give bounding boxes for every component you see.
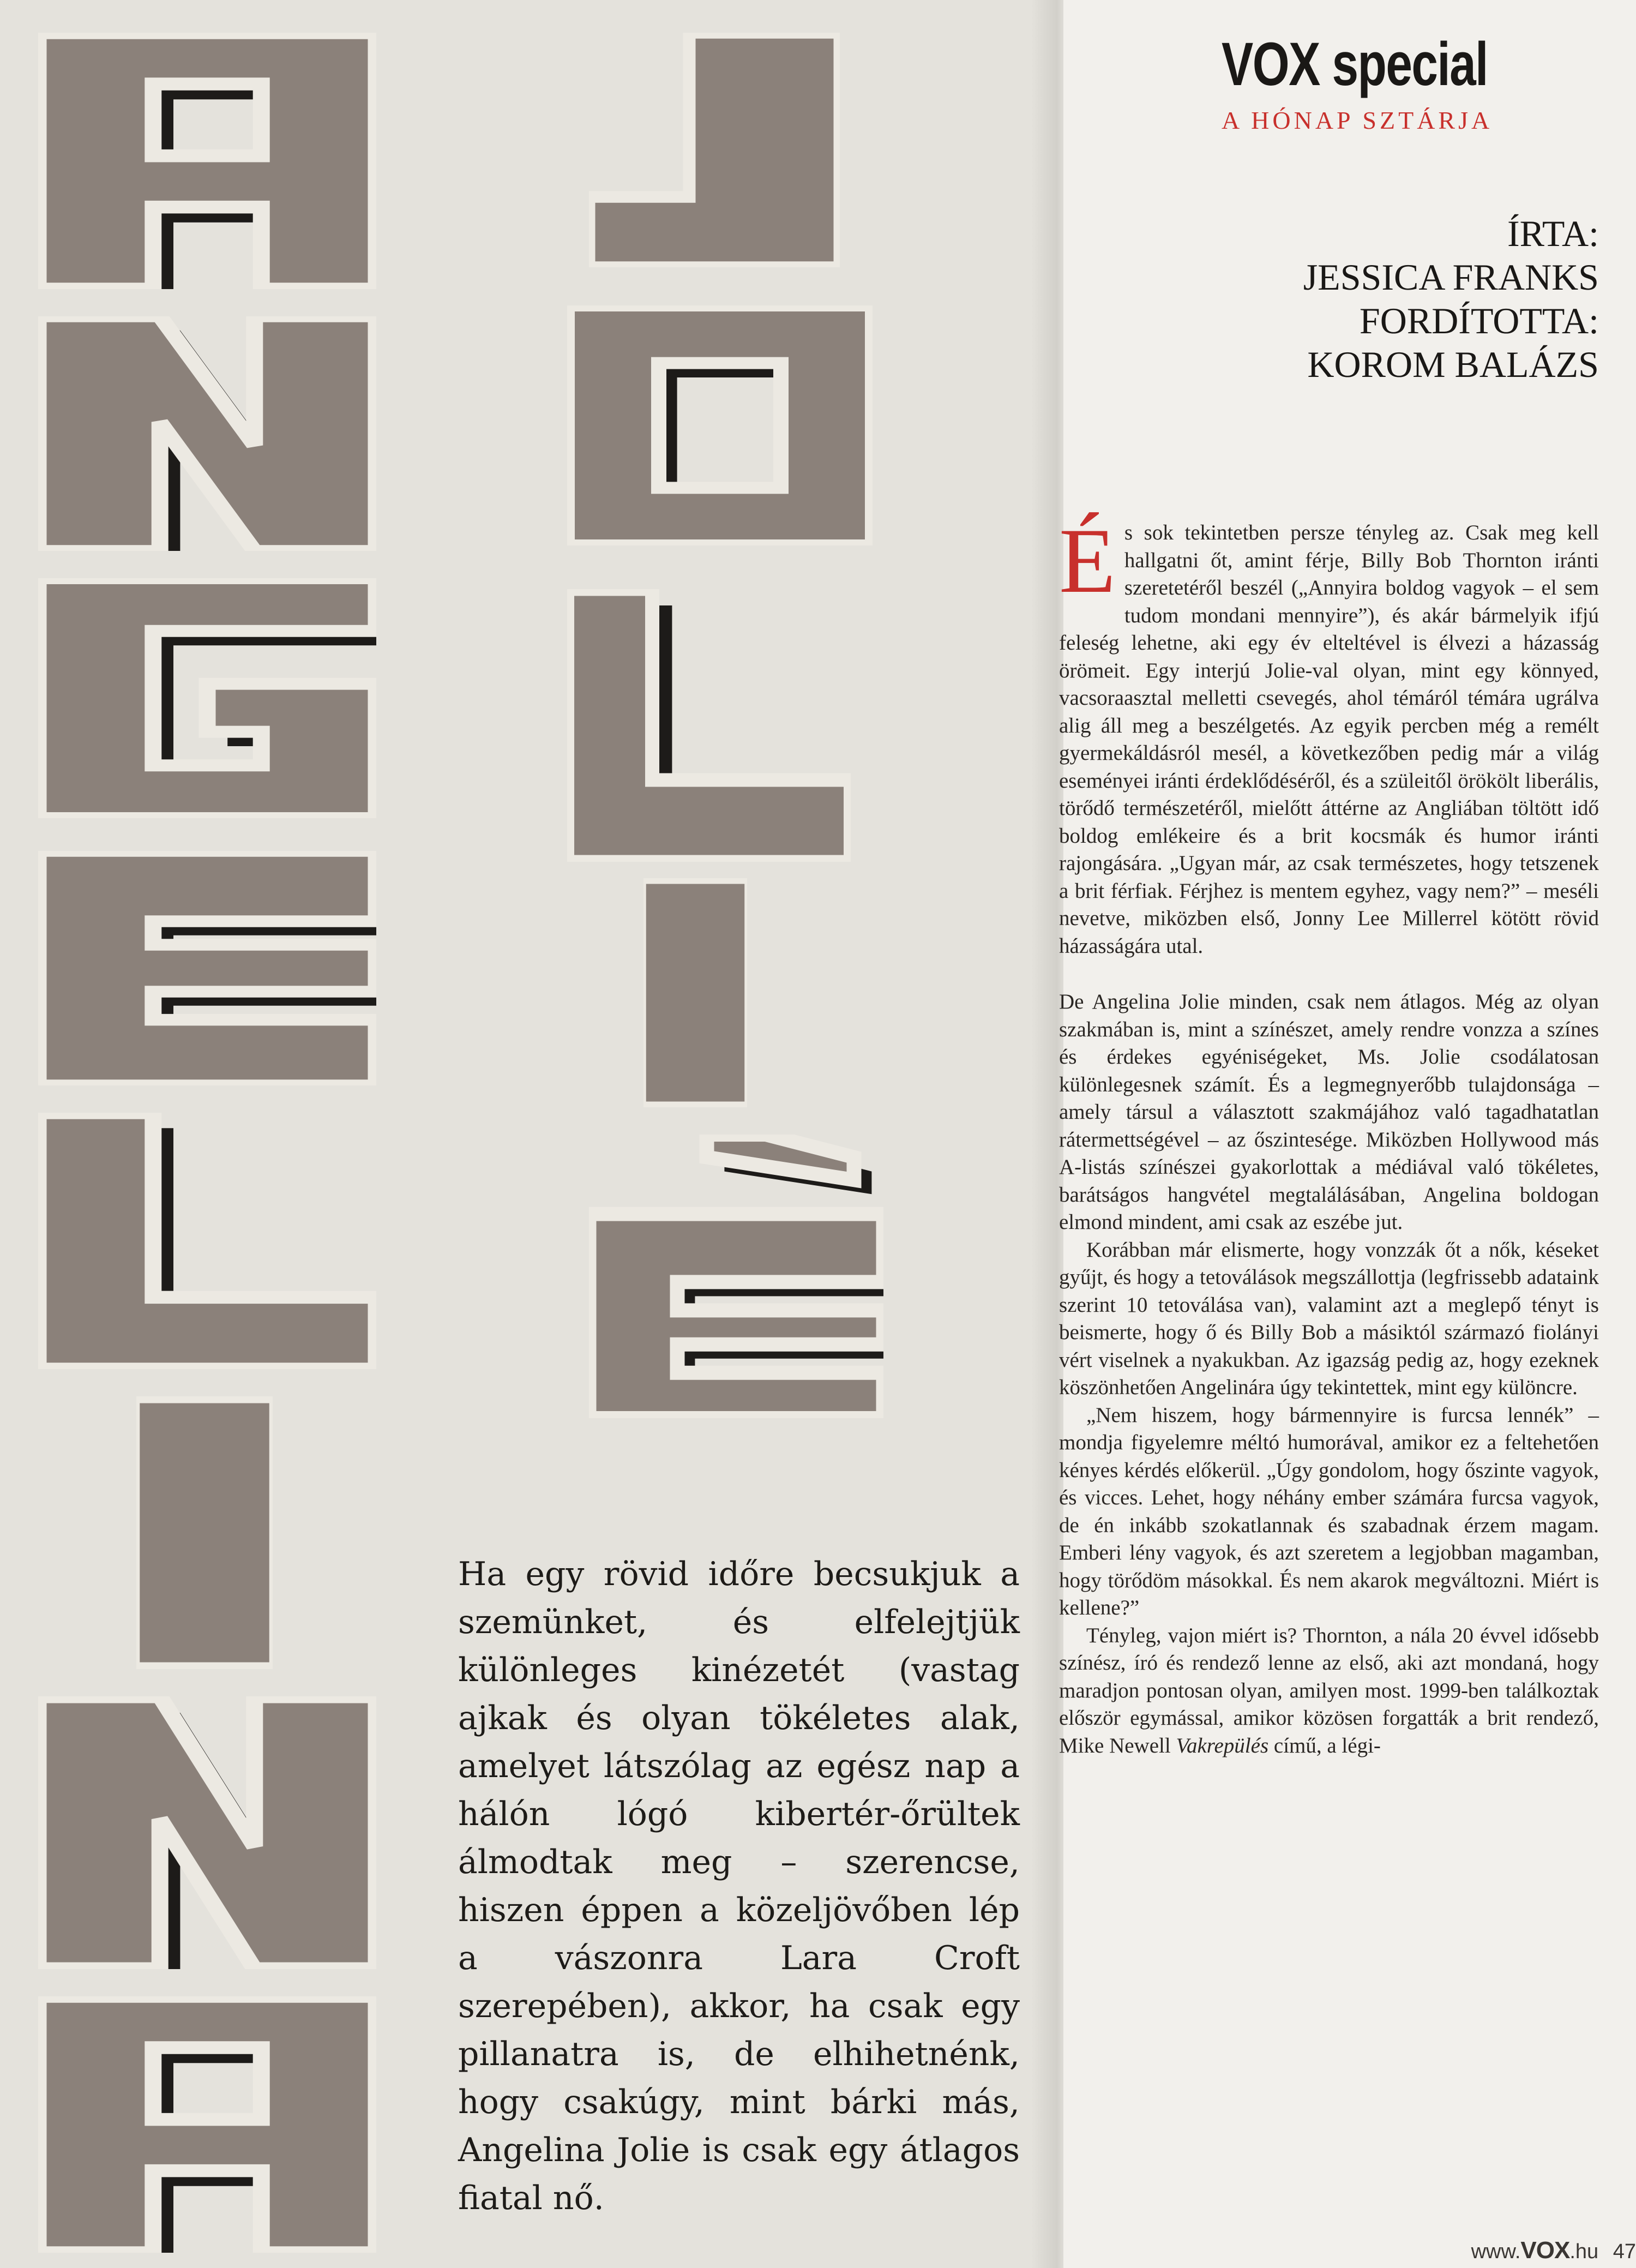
page-number: 47 (1613, 2240, 1636, 2263)
brand-title: VOX special (1222, 34, 1488, 98)
title-letter (589, 1135, 883, 1418)
article-paragraph: Tényleg, vajon miért is? Thornton, a nála 20 évvel idősebb színész, író és rendező lenne az első, aki azt mondaná, hogy maradjon pontosan olyan, amilyen most. 1999-ben találkoztak először egymással, amikor közösen forgatták a brit rendező, Mike Newell Vakrepülés című, a légi- (1059, 1623, 1599, 1757)
page-footer (1471, 2239, 1636, 2264)
byline-author: JESSICA FRANKS (1303, 256, 1599, 298)
title-letter (38, 33, 376, 289)
article-paragraph: Korábban már elismerte, hogy vonzzák őt a nők, késeket gyűjt, és hogy a tetoválások megszállottja (legfrissebb adataink szerint 10 tetoválása van), valamint azt a meglepő tényt is beismerte, hogy ő és Billy Bob a másiktól származó fiolányi vért viselnek a nyakukban. Az igazság pedig az, hogy ezeknek köszönhetően Angelinára úgy tekintettek, mint egy különcre. (1059, 1238, 1599, 1399)
byline-author-label: ÍRTA: (1507, 213, 1599, 254)
pull-quote: Ha egy rövid időre becsukjuk a szemünket, és elfelejtjük különleges kinézetét (vastag ajkak és olyan tökéletes alak, amelyet látszólag az egész nap a hálón lógó kibertér-őrültek álmodtak meg – szerencse, hiszen éppen a közeljövőben lép a vászonra Lara Croft szerepében), akkor, ha csak egy pillanatra is, de elhihetnénk, hogy csakúgy, mint bárki más, Angelina Jolie is csak egy átlagos fiatal nő. (458, 1555, 1020, 2217)
title-letter (38, 1696, 376, 1969)
article-paragraph: És sok tekintetben persze tényleg az. Csak meg kell hallgatni őt, amint férje, Billy Bob Thornton iránti szeretetéről beszél („Annyira boldog vagyok – el sem tudom mondani mennyire”), és akár bármelyik ifjú feleség lehetne, aki egy év elteltével is élvezi a házasság örömeit. Egy interjú Jolie-val olyan, mint egy könnyed, vacsoraasztal melletti csevegés, ahol témáról témára ugrálva alig áll meg a beszélgetés. Az egyik percben még a remélt gyermekáldásról mesél, a következőben pedig már a világ eseményei iránti érdeklődéséről, és a szüleitől örökölt liberális, törődő természetéről, mielőtt áttérne az Angliában töltött idő boldog emlékeire és a brit kocsmák és humor iránti rajongására. „Ugyan már, az csak természetes, hogy tetszenek a brit férfiak. Férjhez is mentem egyhez, vagy nem?” – meséli nevetve, miközben első, Jonny Lee Millerrel kötött rövid házasságára utal. (1059, 509, 1599, 958)
title-letter (567, 305, 873, 545)
title-letter (589, 33, 840, 267)
article-paragraph: „Nem hiszem, hogy bármennyire is furcsa lennék” – mondja figyelemre méltó humorával, amikor ez a feltehetően kényes kérdés előkerül. „Úgy gondolom, hogy őszinte vagyok, és vicces. Lehet, hogy néhány ember számára furcsa vagyok, de én inkább szokatlannak és szabadnak érzem magam. Emberi lény vagyok, és azt szeretem a legjobban magamban, hogy törődöm másokkal. És nem akarok megváltozni. Miért is kellene?” (1059, 1403, 1599, 1619)
byline-translator: KOROM BALÁZS (1307, 344, 1599, 385)
title-letter (38, 578, 376, 818)
magazine-section-brand (1222, 34, 1636, 105)
byline (1108, 212, 1599, 386)
footer-url-prefix: www. (1471, 2240, 1521, 2263)
footer-url-suffix: .hu (1569, 2240, 1599, 2263)
title-letter (567, 589, 851, 862)
article-paragraph: De Angelina Jolie minden, csak nem átlagos. Még az olyan szakmában is, mint a színészet, amely rendre vonzza a színes és érdekes egyéniségeket, Ms. Jolie csodálatosan különlegesnek számít. És a legmegnyerőbb tulajdonsága – amely társul a választott szakmájához való tagadhatatlan rátermettségével – az őszintesége. Miközben Hollywood más A-listás színészei gyakorlottak a médiával való tökéletes, barátságos hangvétel megtalálásában, Angelina boldogan elmond mindent, ami csak az eszébe jut. (1059, 990, 1599, 1234)
article-body (1059, 509, 1599, 1760)
byline-translator-label: FORDÍTOTTA: (1359, 300, 1599, 341)
title-letter (38, 1113, 376, 1369)
title-letter (643, 878, 747, 1107)
section-subtitle: A HÓNAP SZTÁRJA (1222, 107, 1493, 134)
drop-cap: É (1059, 509, 1116, 612)
title-letter (38, 316, 376, 551)
film-title: Vakrepülés (1176, 1733, 1269, 1757)
title-letter (136, 1396, 273, 1669)
footer-brand: VOX (1520, 2237, 1570, 2264)
title-letter (38, 851, 376, 1085)
title-letter (38, 1996, 376, 2253)
